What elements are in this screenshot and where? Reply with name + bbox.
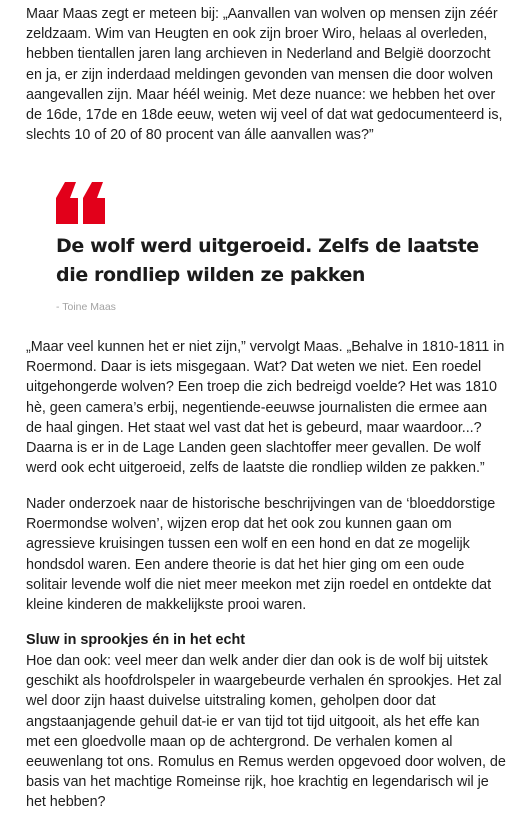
pull-quote <box>56 182 496 314</box>
article-paragraph: Nader onderzoek naar de historische beschrijvingen van de ‘bloeddorstige Roermondse wolven’, wijzen erop dat het ook zou kunnen gaan om agressieve kruisingen tussen een wolf en een hond en dat ze mogelijk hondsdol waren. Een andere theorie is dat het hier ging om een oude solitair levende wolf die niet meer meekon met zijn roedel en ontdekte dat kleine kinderen de makkelijkste prooi waren. <box>26 496 496 614</box>
quote-text: De wolf werd uitgeroeid. Zelfs de laatste die rondliep wilden ze pakken <box>56 235 479 286</box>
section-heading: Sluw in sprookjes én in het echt <box>26 632 246 648</box>
article-paragraph: Hoe dan ook: veel meer dan welk ander dier dan ook is de wolf bij uitstek geschikt als hoofdrolspeler in waargebeurde verhalen én sprookjes. Het zal wel door zijn haast duivelse uitstraling komen, geholpen door dat angstaanjagende gehuil dat-ie er van tijd tot tijd uitgooit, als het effe kan met een gloedvolle maan op de achtergrond. De verhalen komen al eeuwenlang tot ons. Romulus en Remus werden opgevoed door wolven, de basis van het machtige Romeinse rijk, hoe krachtig en legendarisch wil je het hebben? <box>26 653 506 811</box>
article-paragraph: Maar Maas zegt er meteen bij: „Aanvallen van wolven op mensen zijn zéér zeldzaam. Wim van Heugten en ook zijn broer Wiro, helaas al overleden, hebben tientallen jaren lang archieven in Nederland and België doorzocht en ja, er zijn inderdaad meldingen gevonden van mensen die door wolven aangevallen zijn. Maar héél weinig. Met deze nuance: we hebben het over de 16de, 17de en 18de eeuw, weten wij veel of dat wat gedocumenteerd is, slechts 10 of 20 of 80 procent van álle aanvallen was?” <box>26 6 503 144</box>
quote-mark-icon <box>56 182 106 224</box>
quote-author: - Toine Maas <box>56 301 116 313</box>
article-paragraph: „Maar veel kunnen het er niet zijn,” vervolgt Maas. „Behalve in 1810-1811 in Roermond. Daar is iets misgegaan. Wat? Dat weten we niet. Een roedel uitgehongerde wolven? Een troep die zich bedreigd voelde? Het was 1810 hè, geen camera’s erbij, negentiende-eeuwse journalisten die ermee aan de haal gingen. Het staat wel vast dat het is gebeurd, maar waardoor...? Daarna is er in de Lage Landen geen slachtoffer meer gevallen. De wolf werd ook echt uitgeroeid, zelfs de laatste die rondliep wilden ze pakken.” <box>26 339 505 477</box>
